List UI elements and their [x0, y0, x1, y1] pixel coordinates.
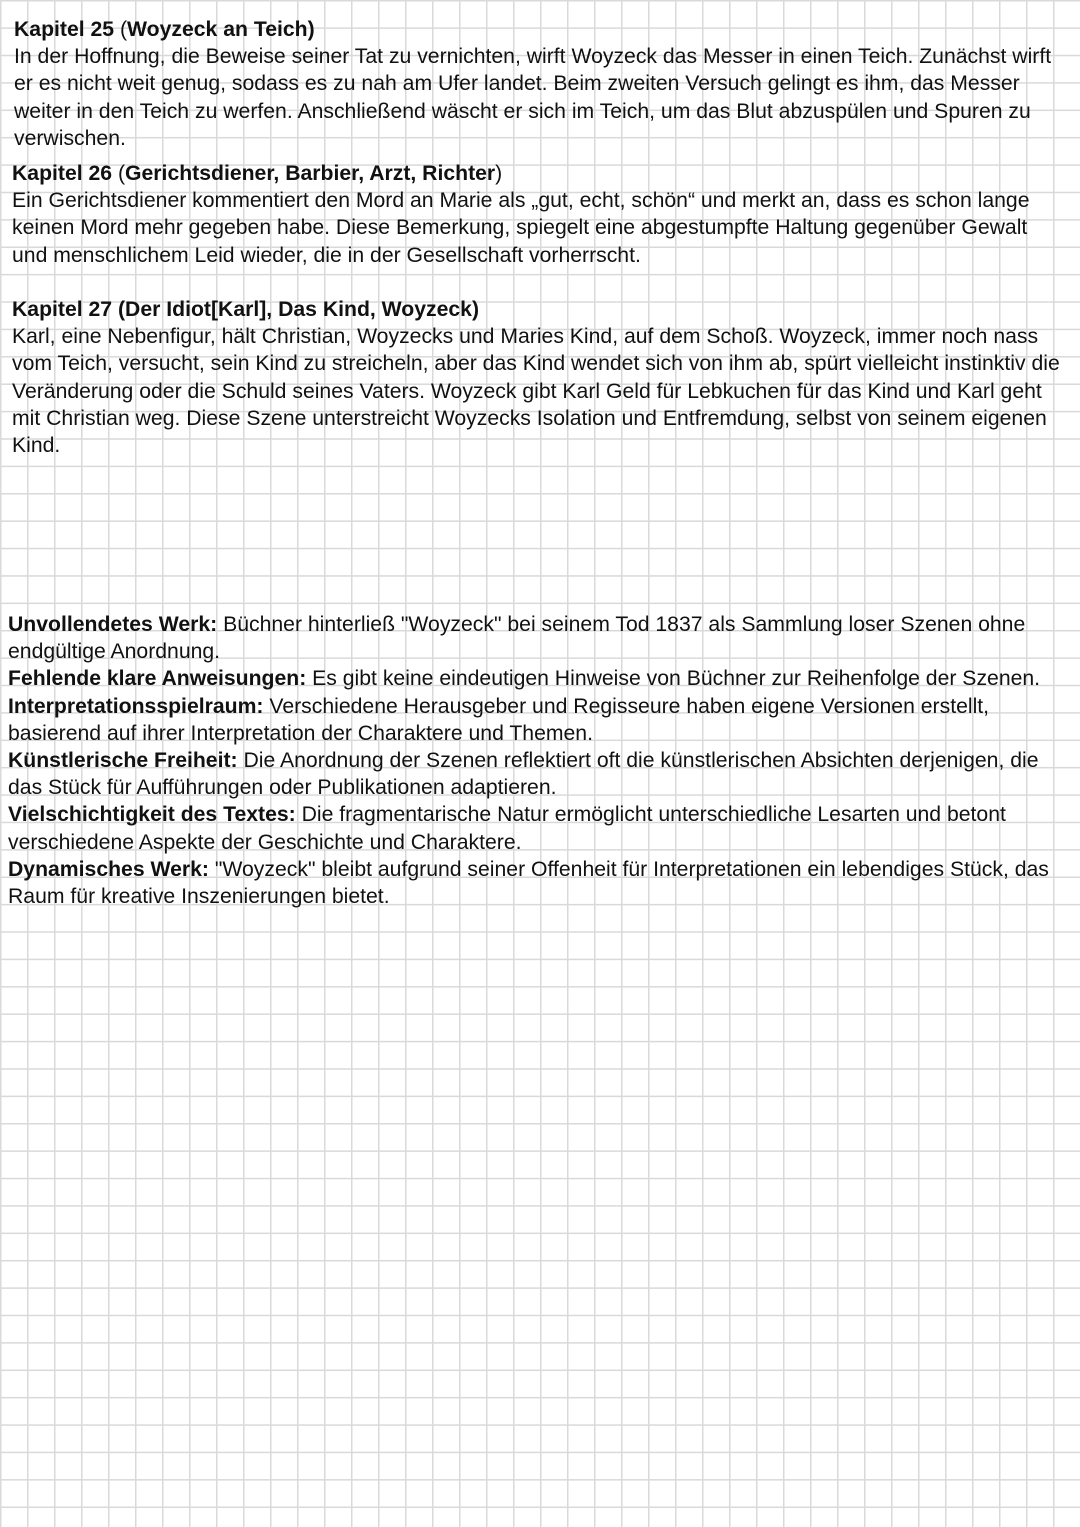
- chapter-26-text: Ein Gerichtsdiener kommentiert den Mord an Marie als „gut, echt, schön“ und merkt an, dass es schon lange keinen Mord mehr gegeben habe. Diese Bemerkung, spiegelt eine abgestumpfte Haltung gegenüber Gewalt und menschlichem Leid wieder, die in der Gesellschaft vorherrscht.: [12, 189, 1030, 267]
- chapter-25-section: [14, 16, 1064, 152]
- chapter-27-title: (Der Idiot[Karl], Das Kind, Woyzeck): [117, 298, 480, 321]
- reason-text: Büchner hinterließ "Woyzeck" bei seinem Tod 1837 als Sammlung loser Szenen ohne endgültige Anordnung.: [8, 613, 1026, 664]
- reason-text: Verschiedene Herausgeber und Regisseure haben eigene Versionen erstellt, basierend auf ihrer Interpretation der Charaktere und Themen.: [8, 694, 990, 745]
- chapter-26-title: Gerichtsdiener, Barbier, Arzt, Richter: [125, 162, 496, 185]
- chapter-27-heading: [12, 296, 1067, 323]
- chapter-26-label: Kapitel 26: [12, 162, 113, 185]
- chapter-26-open-paren: (: [117, 162, 126, 185]
- reason-text: Es gibt keine eindeutigen Hinweise von Büchner zur Reihenfolge der Szenen.: [312, 667, 1041, 691]
- chapter-25-heading: [14, 16, 1064, 43]
- chapter-26-heading: [12, 160, 1062, 187]
- chapter-27-label: Kapitel 27: [12, 298, 113, 321]
- chapter-27-text: Karl, eine Nebenfigur, hält Christian, Woyzecks und Maries Kind, auf dem Schoß. Woyzeck, immer noch nass vom Teich, versucht, sein Kind zu streicheln, aber das Kind wendet sich von ihm ab, spürt vielleicht instinktiv die Veränderung oder die Schuld seines Vaters. Woyzeck gibt Karl Geld für Lebkuchen für das Kind und Karl geht mit Christian weg. Diese Szene unterstreicht Woyzecks Isolation und Entfremdung, selbst von seinem eigenen Kind.: [12, 325, 1060, 458]
- reason-term: Vielschichtigkeit des Textes:: [8, 803, 296, 827]
- reason-term: Künstlerische Freiheit:: [8, 749, 238, 773]
- reason-term: Dynamisches Werk:: [8, 857, 209, 881]
- chapter-25-label: Kapitel 25: [14, 18, 115, 41]
- reason-text: "Woyzeck" bleibt aufgrund seiner Offenheit für Interpretationen ein lebendiges Stück, das Raum für kreative Inszenierungen bietet.: [8, 857, 1049, 909]
- reason-term: Interpretationsspielraum:: [8, 694, 264, 718]
- reason-item: [8, 801, 1068, 855]
- reason-term: Unvollendetes Werk:: [8, 613, 218, 636]
- reason-text: Die Anordnung der Szenen reflektiert oft die künstlerischen Absichten derjenigen, die das Stück für Aufführungen oder Publikationen adaptieren.: [8, 749, 1039, 800]
- reason-item: [8, 747, 1068, 801]
- reason-item: [8, 611, 1068, 665]
- scene-order-reasons-list: [8, 611, 1068, 910]
- reason-item: [8, 693, 1068, 747]
- reason-text: Die fragmentarische Natur ermöglicht unterschiedliche Lesarten und betont verschiedene Aspekte der Geschichte und Charaktere.: [8, 803, 1006, 854]
- reason-term: Fehlende klare Anweisungen:: [8, 667, 307, 691]
- chapter-27-section: [12, 296, 1067, 459]
- chapter-25-text: In der Hoffnung, die Beweise seiner Tat zu vernichten, wirft Woyzeck das Messer in einen Teich. Zunächst wirft er es nicht weit genug, sodass es zu nah am Ufer landet. Beim zweiten Versuch gelingt es ihm, das Messer weiter in den Teich zu werfen. Anschließend wäscht er sich im Teich, um das Blut abzuspülen und Spuren zu verwischen.: [14, 45, 1052, 150]
- chapter-25-open-paren: (: [119, 18, 128, 41]
- chapter-25-title: Woyzeck an Teich): [127, 18, 315, 41]
- reason-item: [8, 665, 1068, 692]
- reason-item: [8, 856, 1068, 910]
- chapter-26-section: [12, 160, 1062, 269]
- chapter-26-close-paren: ): [495, 162, 503, 185]
